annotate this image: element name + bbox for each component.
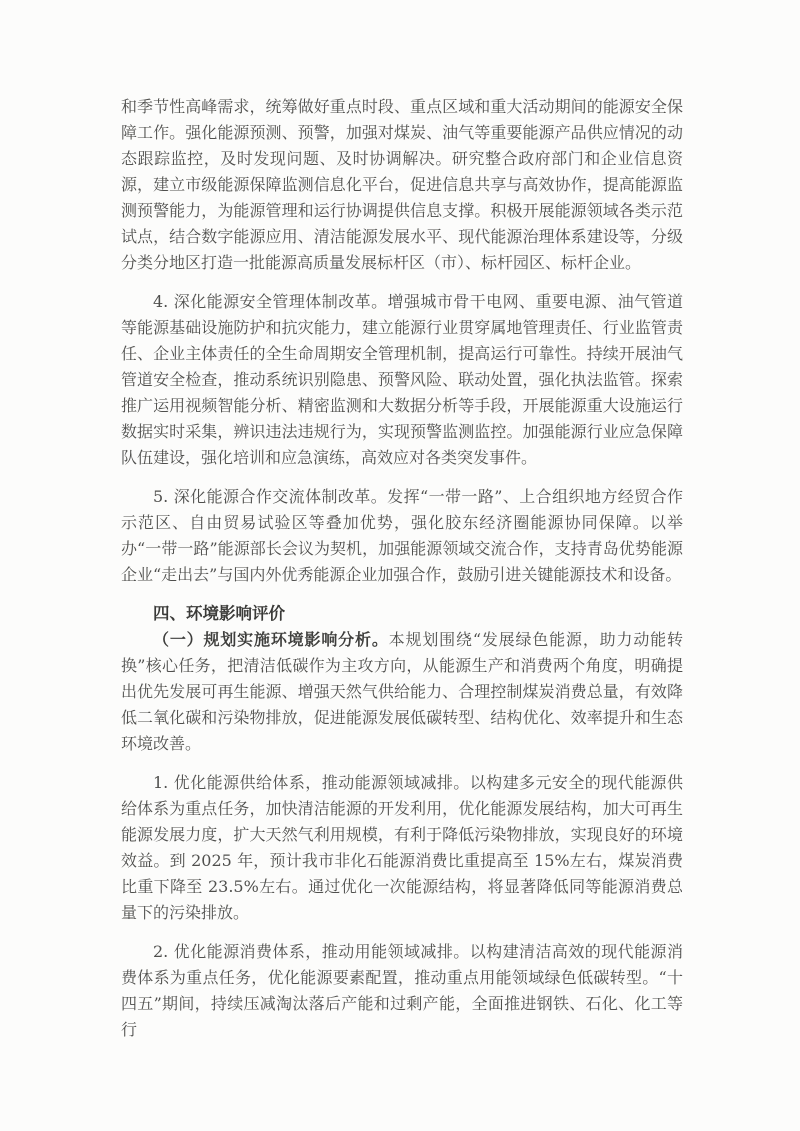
paragraph-item-4-energy-safety-reform: 4. 深化能源安全管理体制改革。增强城市骨干电网、重要电源、油气管道等能源基础设施防护和抗灾能力，建立能源行业贯穿属地管理责任、行业监管责任、企业主体责任的全生命周期安全管理机制，提高运行可靠性。持续开展油气管道安全检查，推动系统识别隐患、预警风险、联动处置，强化执法监管。探索推广运用视频智能分析、精密监测和大数据分析等手段，开展能源重大设施运行数据实时采集，辨识违法违规行为，实现预警监测监控。加强能源行业应急保障队伍建设，强化培训和应急演练，高效应对各类突发事件。: [121, 292, 683, 467]
paragraph-item-2-consumption-system: 2. 优化能源消费体系，推动用能领域减排。以构建清洁高效的现代能源消费体系为重点任务，优化能源要素配置，推动重点用能领域绿色低碳转型。“十四五”期间，持续压减淘汰落后产能和过剩产能，全面推进钢铁、石化、化工等行: [121, 942, 683, 1039]
paragraph-env-impact-analysis: [121, 627, 683, 757]
document-text-column: [121, 94, 683, 1056]
paragraph-continuation: 和季节性高峰需求，统筹做好重点时段、重点区域和重大活动期间的能源安全保障工作。强化能源预测、预警，加强对煤炭、油气等重要能源产品供应情况的动态跟踪监控，及时发现问题、及时协调解决。研究整合政府部门和企业信息资源，建立市级能源保障监测信息化平台，促进信息共享与高效协作，提高能源监测预警能力，为能源管理和运行协调提供信息支撑。积极开展能源领域各类示范试点，结合数字能源应用、清洁能源发展水平、现代能源治理体系建设等，分级分类分地区打造一批能源高质量发展标杆区（市）、标杆园区、标杆企业。: [121, 97, 683, 272]
paragraph-env-impact-analysis-lead: （一）规划实施环境影响分析。: [153, 630, 389, 649]
paragraph-item-1-supply-system: 1. 优化能源供给体系，推动能源领域减排。以构建多元安全的现代能源供给体系为重点任务，加快清洁能源的开发利用，优化能源发展结构，加大可再生能源发展力度，扩大天然气利用规模，有利于降低污染物排放，实现良好的环境效益。到 2025 年，预计我市非化石能源消费比重提高至 15%左右，煤炭消费比重下降至 23.5%左右。通过优化一次能源结构，将显著降低同等能源消费总量下的污染排放。: [121, 773, 683, 922]
paragraph-env-impact-analysis-body: 本规划围绕“发展绿色能源，助力动能转换”核心任务，把清洁低碳作为主攻方向，从能源生产和消费两个角度，明确提出优先发展可再生能源、增强天然气供给能力、合理控制煤炭消费总量，有效降低二氧化碳和污染物排放，促进能源发展低碳转型、结构优化、效率提升和生态环境改善。: [121, 630, 683, 753]
section-heading-environmental-impact: 四、环境影响评价: [153, 604, 285, 623]
paragraph-item-5-cooperation-reform: 5. 深化能源合作交流体制改革。发挥“一带一路”、上合组织地方经贸合作示范区、自由贸易试验区等叠加优势，强化胶东经济圈能源协同保障。以举办“一带一路”能源部长会议为契机，加强能源领域交流合作，支持青岛优势能源企业“走出去”与国内外优秀能源企业加强合作，鼓励引进关键能源技术和设备。: [121, 487, 683, 584]
